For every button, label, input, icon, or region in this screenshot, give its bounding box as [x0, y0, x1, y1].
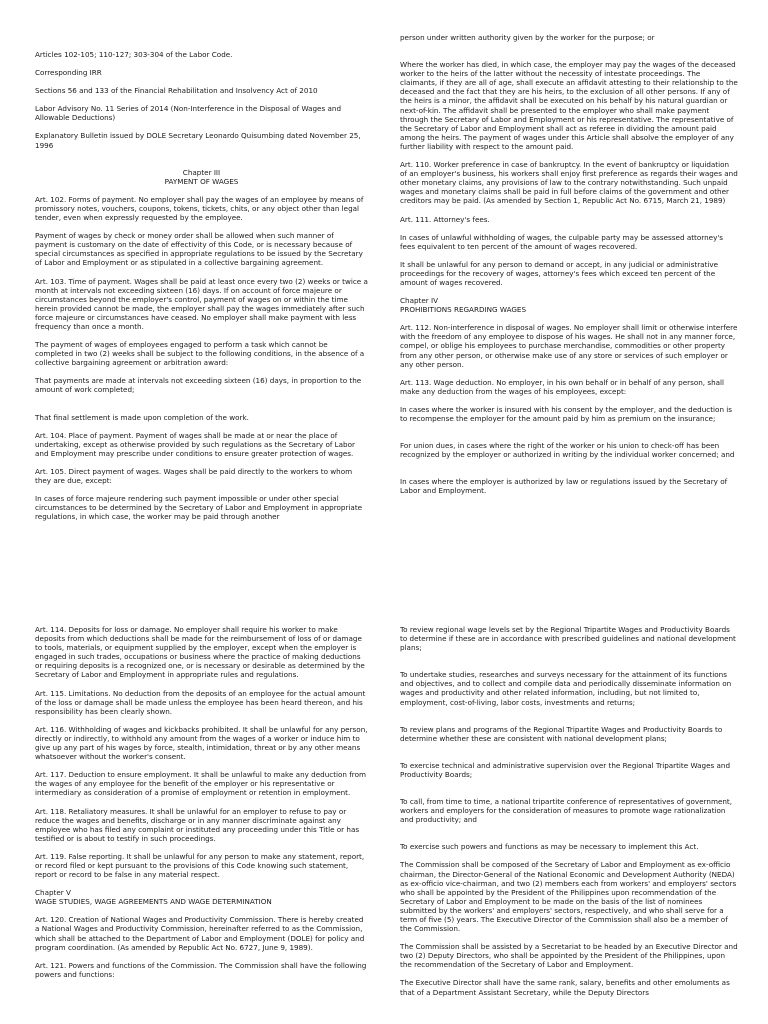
paragraph-spacer: [400, 396, 738, 405]
paragraph-spacer: [400, 851, 738, 860]
paragraph-spacer: [400, 206, 738, 215]
paragraph-spacer: [35, 59, 368, 68]
paragraph: To call, from time to time, a national tripartite conference of representatives of government, workers and employers for the consideration of measures to promote wage rationalization and productivity; and: [400, 797, 733, 825]
paragraph-spacer: [400, 969, 738, 978]
paragraph: To review regional wage levels set by the Regional Tripartite Wages and Productivity Boards to determine if these are in accordance with prescribed guidelines and national development plans;: [400, 625, 736, 653]
paragraph-spacer: [400, 652, 738, 670]
paragraph: person under written authority given by the worker for the purpose; or: [400, 33, 655, 42]
page2-right-column: [400, 625, 738, 1024]
paragraph: Art. 115. Limitations. No deduction from the deposits of an employee for the actual amount of the loss or damage shall be made unless the employee has been heard thereon, and his responsibility has been clearly shown.: [35, 688, 366, 716]
paragraph: Art. 114. Deposits for loss or damage. No employer shall require his worker to make deposits from which deductions shall be made for the reimbursement of loss of or damage to tools, materials, or equipment supplied by the employer, except when the employer is engaged in such trades, occupations or business where the practice of making deductions or requiring deposits is a recognized one, or is necessary or desirable as determined by the Secretary of Labor and Employment in appropriate rules and regulations.: [35, 625, 365, 680]
paragraph-spacer: [400, 151, 738, 160]
paragraph-spacer: [400, 423, 738, 441]
paragraph: In cases where the worker is insured with his consent by the employer, and the deduction is to recompense the employer for the amount paid by him as premium on the insurance;: [400, 404, 733, 423]
paragraph: Art. 113. Wage deduction. No employer, in his own behalf or in behalf of any person, shall make any deduction from the wages of his employees, except:: [400, 377, 725, 396]
paragraph: Art. 111. Attorney's fees.: [400, 214, 490, 224]
paragraph-spacer: [400, 933, 738, 942]
paragraph: To exercise technical and administrative supervision over the Regional Tripartite Wages and Productivity Boards;: [400, 760, 731, 779]
paragraph: Payment of wages by check or money order shall be allowed when such manner of payment is customary on the date of effectivity of this Code, or is necessary because of special circumstances as specified in appropriate regulations to be issued by the Secretary of Labor and Employment or as stipulated in a collective bargaining agreement.: [35, 231, 363, 268]
paragraph-spacer: [35, 798, 368, 807]
paragraph: Corresponding IRR: [35, 68, 102, 78]
paragraph-spacer: [35, 395, 368, 413]
paragraph-spacer: [400, 42, 738, 60]
paragraph-spacer: [35, 367, 368, 376]
paragraph-spacer: [35, 843, 368, 852]
chapter-heading: Chapter III: [182, 167, 221, 177]
paragraph-spacer: [400, 824, 738, 842]
paragraph-spacer: [35, 952, 368, 961]
paragraph: Chapter V: [35, 888, 71, 898]
paragraph-spacer: [35, 77, 368, 86]
paragraph-spacer: [400, 459, 738, 477]
paragraph: The Executive Director shall have the same rank, salary, benefits and other emoluments as that of a Department Assistant Secretary, while the Deputy Directors: [400, 978, 730, 997]
paragraph-spacer: [400, 779, 738, 797]
paragraph-spacer: [35, 122, 368, 131]
paragraph: That payments are made at intervals not exceeding sixteen (16) days, in proportion to the amount of work completed;: [35, 376, 362, 395]
paragraph-spacer: [35, 268, 368, 277]
paragraph: In cases of force majeure rendering such payment impossible or under other special circumstances to be determined by the Secretary of Labor and Employment in appropriate regulations, in which case, the worker may be paid through another: [35, 494, 363, 522]
page1-left-column: [35, 50, 368, 560]
paragraph: Art. 118. Retaliatory measures. It shall be unlawful for an employer to refuse to pay or reduce the wages and benefits, discharge or in any manner discriminate against any employee who has filed any complaint or instituted any proceeding under this Title or has testified or is about to testify in such proceedings.: [35, 806, 360, 843]
paragraph: Art. 105. Direct payment of wages. Wages shall be paid directly to the workers to whom they are due, except:: [35, 466, 353, 485]
paragraph: The Commission shall be assisted by a Secretariat to be headed by an Executive Director and two (2) Deputy Directors, who shall be appointed by the President of the Philippines, upon the recommendation of the Secretary of Labor and Employment.: [400, 942, 738, 970]
paragraph-spacer: [400, 224, 738, 233]
paragraph-spacer: [35, 879, 368, 888]
paragraph-spacer: [35, 422, 368, 431]
paragraph-spacer: [35, 458, 368, 467]
paragraph: Art. 120. Creation of National Wages and Productivity Commission. There is hereby created a National Wages and Productivity Commission, hereinafter referred to as the Commission, which shall be attached to the Department of Labor and Employment (DOLE) for policy and program coordination. (As amended by Republic Act No. 6727, June 9, 1989).: [35, 915, 365, 952]
paragraph: It shall be unlawful for any person to demand or accept, in any judicial or administrative proceedings for the recovery of wages, attorney's fees which exceed ten percent of the amount of wages recovered.: [400, 259, 719, 287]
paragraph: Art. 117. Deduction to ensure employment. It shall be unlawful to make any deduction from the wages of any employee for the benefit of the employer or his representative or intermediary as consideration of a promise of employment or retention in employment.: [35, 770, 366, 798]
paragraph: Art. 121. Powers and functions of the Commission. The Commission shall have the following powers and functions:: [35, 960, 367, 979]
paragraph: Labor Advisory No. 11 Series of 2014 (Non-Interference in the Disposal of Wages and Allowable Deductions): [35, 104, 342, 123]
paragraph: In cases of unlawful withholding of wages, the culpable party may be assessed attorney's fees equivalent to ten percent of the amount of wages recovered.: [400, 232, 724, 251]
paragraph-spacer: [400, 287, 738, 296]
chapter-title: PAYMENT OF WAGES: [164, 176, 239, 186]
paragraph: The Commission shall be composed of the Secretary of Labor and Employment as ex-officio chairman, the Director-General of the National Economic and Development Authority (NEDA) as ex-officio vice-chairman, and two (2) members each from workers' and employers' sectors who shall be appointed by the President of the Philippines upon recommendation of the Secretary of Labor and Employment to be made on the basis of the list of nominees submitted by the workers' and employers' sectors, respectively, and who shall serve for a term of five (5) years. The Executive Director of the Commission shall also be a member of the Commission.: [400, 860, 737, 934]
paragraph: Art. 116. Withholding of wages and kickbacks prohibited. It shall be unlawful for any person, directly or indirectly, to withhold any amount from the wages of a worker or induce him to give up any part of his wages by force, stealth, intimidation, threat or by any other means whatsoever without the worker's consent.: [35, 724, 368, 762]
paragraph: To undertake studies, researches and surveys necessary for the attainment of its functions and objectives, and to collect and compile data and periodically disseminate information on wages and productivity and other related information, including, but not limited to, employment, cost-of-living, labor costs, investments and returns;: [400, 670, 732, 707]
page1-right-column: [400, 33, 738, 548]
paragraph: Art. 112. Non-interference in disposal of wages. No employer shall limit or otherwise interfere with the freedom of any employee to dispose of his wages. He shall not in any manner force, compel, or oblige his employees to purchase merchandise, commodities or other property from any other person, or otherwise make use of any store or services of such employer or any other person.: [400, 323, 738, 369]
paragraph: PROHIBITIONS REGARDING WAGES: [400, 305, 527, 315]
paragraph-spacer: [35, 906, 368, 915]
paragraph: To review plans and programs of the Regional Tripartite Wages and Productivity Boards to determine whether these are consistent with national development plans;: [400, 724, 723, 743]
paragraph: Articles 102-105; 110-127; 303-304 of the Labor Code.: [35, 50, 233, 59]
paragraph: Where the worker has died, in which case, the employer may pay the wages of the deceased worker to the heirs of the latter without the necessity of intestate proceedings. The claimants, if they are all of age, shall execute an affidavit attesting to their relationship to the deceased and the fact that they are his heirs, to the exclusion of all other persons. If any of the heirs is a minor, the affidavit shall be executed on his behalf by his natural guardian or next-of-kin. The affidavit shall be presented to the employer who shall make payment through the Secretary of Labor and Employment or his representative. The representative of the Secretary of Labor and Employment shall act as referee in dividing the amount paid among the heirs. The payment of wages under this Article shall absolve the employer of any further liability with respect to the amount paid.: [400, 60, 738, 151]
paragraph: Explanatory Bulletin issued by DOLE Secretary Leonardo Quisumbing dated November 25, 1996: [35, 131, 361, 150]
paragraph-spacer: [400, 251, 738, 260]
paragraph-spacer: [35, 150, 368, 168]
paragraph: Chapter IV: [400, 296, 439, 306]
paragraph: That final settlement is made upon completion of the work.: [35, 412, 249, 422]
paragraph: Art. 119. False reporting. It shall be unlawful for any person to make any statement, report, or record filed or kept pursuant to the provisions of this Code knowing such statement, report or record to be false in any material respect.: [35, 851, 365, 880]
paragraph-spacer: [400, 314, 738, 323]
paragraph-spacer: [400, 369, 738, 378]
paragraph-spacer: [35, 95, 368, 104]
page2-left-column: [35, 625, 368, 1023]
paragraph-spacer: [35, 680, 368, 689]
paragraph: Art. 104. Place of payment. Payment of wages shall be made at or near the place of undertaking, except as otherwise provided by such regulations as the Secretary of Labor and Employment may prescribe under conditions to ensure greater protection of wages.: [35, 430, 355, 458]
paragraph-spacer: [400, 743, 738, 761]
paragraph: The payment of wages of employees engaged to perform a task which cannot be completed in two (2) weeks shall be subject to the following conditions, in the absence of a collective bargaining agreement or arbitration award:: [35, 340, 365, 368]
paragraph-spacer: [35, 761, 368, 770]
paragraph-spacer: [35, 716, 368, 725]
paragraph: Art. 102. Forms of payment. No employer shall pay the wages of an employee by means of promissory notes, vouchers, coupons, tokens, tickets, chits, or any object other than legal tender, even when expressly requested by the employee.: [35, 194, 364, 223]
paragraph-spacer: [400, 707, 738, 725]
paragraph-spacer: [35, 485, 368, 494]
paragraph: Art. 110. Worker preference in case of bankruptcy. In the event of bankruptcy or liquidation of an employer's business, his workers shall enjoy first preference as regards their wages and other monetary claims, any provisions of law to the contrary notwithstanding. Such unpaid wages and monetary claims shall be paid in full before claims of the government and other creditors may be paid. (As amended by Section 1, Republic Act No. 6715, March 21, 1989): [400, 160, 738, 206]
paragraph: Art. 103. Time of payment. Wages shall be paid at least once every two (2) weeks or twice a month at intervals not exceeding sixteen (16) days. If on account of force majeure or circumstances beyond the employer's control, payment of wages on or within the time herein provided cannot be made, the employer shall pay the wages immediately after such force majeure or circumstances have ceased. No employer shall make payment with less frequency than once a month.: [35, 276, 368, 331]
paragraph-spacer: [35, 222, 368, 231]
paragraph-spacer: [35, 186, 368, 195]
paragraph-spacer: [35, 331, 368, 340]
paragraph: Sections 56 and 133 of the Financial Rehabilitation and Insolvency Act of 2010: [35, 86, 318, 96]
paragraph: In cases where the employer is authorized by law or regulations issued by the Secretary of Labor and Employment.: [400, 477, 728, 496]
paragraph: WAGE STUDIES, WAGE AGREEMENTS AND WAGE DETERMINATION: [35, 897, 272, 907]
paragraph: To exercise such powers and functions as may be necessary to implement this Act.: [400, 842, 699, 852]
paragraph: For union dues, in cases where the right of the worker or his union to check-off has been recognized by the employer or authorized in writing by the individual worker concerned; and: [400, 441, 735, 460]
